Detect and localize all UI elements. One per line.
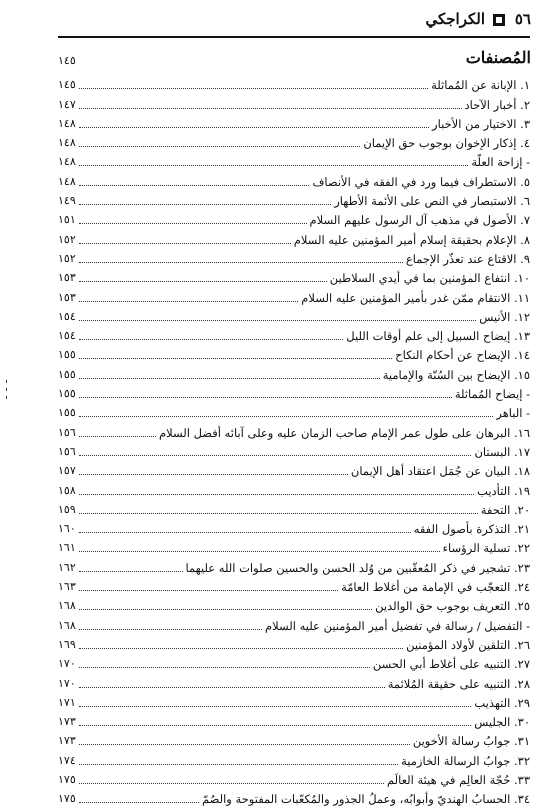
entry-page-number: ١٧٤ [58,753,76,767]
entry-page-number: ١٤٥ [58,78,76,92]
dot-leader [79,281,327,282]
dot-leader [79,127,429,128]
entry-title: ٢٧. التنبيه على أغلاط أبي الحسن [372,657,530,672]
entry-page-number: ١٥٥ [58,387,76,401]
entry-title: ١٧. البستان [474,444,530,459]
toc-entry [58,440,530,459]
toc-entry [58,362,530,381]
entry-page-number: ١٥٣ [58,290,76,304]
dot-leader [79,262,403,263]
dot-leader [79,165,469,166]
page-number: ٥٦ [514,10,531,28]
header-rule [58,36,530,38]
entry-page-number: ١٥٥ [58,406,76,420]
toc-entry [58,266,530,285]
entry-page-number: ١٥٥ [58,367,76,381]
toc-entry [58,343,530,362]
toc-entry [58,92,530,111]
entry-page-number: ١٤٨ [58,155,76,169]
entry-title: ١٣. إيضاح السبيل إلى علم أوقات الليل [346,329,530,344]
entry-title: ٨. الإعلام بحقيقة إسلام أمير المؤمنين عليه السلام [293,232,530,247]
dot-leader [79,744,410,745]
toc-entry [58,112,530,131]
entry-title: ٢١. التذكرة بأصول الفقه [413,522,530,537]
dot-leader [79,378,380,379]
toc-entry [58,787,530,806]
entry-page-number: ١٦٢ [58,560,76,574]
toc-entry [58,420,530,439]
entry-page-number: ١٥٦ [58,444,76,458]
entry-title: - إيضاح المُماثلة [454,387,530,402]
square-ornament-icon [493,14,505,26]
entry-page-number: ١٧٠ [58,676,76,690]
entry-page-number: ١٤٨ [58,116,76,130]
entry-page-number: ١٤٧ [58,97,76,111]
toc-entry [58,189,530,208]
entry-title: ٥. الاستطراف فيما ورد في الفقه في الأنصاف [312,174,530,189]
dot-leader [79,783,384,784]
entry-title: ٣١. جوابُ رسالة الأخوين [412,734,530,749]
entry-title: ٦. الاستبصار في النص على الأئمة الأطهار [334,194,530,209]
entry-page-number: ١٧٣ [58,715,76,729]
dot-leader [79,629,262,630]
toc-entry [58,710,530,729]
dot-leader [79,416,494,417]
entry-title: ٣٠. الجليس [474,715,530,730]
dot-leader [79,204,332,205]
toc-entry [58,131,530,150]
dot-leader [79,725,472,726]
toc-entry [58,671,530,690]
toc-entry [58,768,530,787]
dot-leader [79,513,478,514]
entry-page-number: ١٤٩ [58,194,76,208]
toc-entry [58,498,530,517]
entry-title: ١٤. الإيضاح عن أحكام النكاح [395,348,530,363]
dot-leader [79,590,338,591]
entry-title: ١٦. البرهان على طول عمر الإمام صاحب الزمان عليه وعلى آبائه أفضل السلام [158,425,530,440]
entry-title: ١٠. انتفاع المؤمنين بما في أيدي السلاطين [329,271,530,286]
dot-leader [79,223,307,224]
toc-entry [58,478,530,497]
dot-leader [79,474,348,475]
entry-page-number: ١٥٥ [58,348,76,362]
section-page-number: ١٤٥ [58,54,76,67]
entry-page-number: ١٥٣ [58,271,76,285]
dot-leader [79,609,372,610]
toc-entry [58,305,530,324]
dot-leader [79,185,310,186]
entry-title: ٤. إذكار الإخوان بوجوب حق الإيمان [363,136,530,151]
entry-title: ٢. أخبار الآحاد [464,97,530,112]
dot-leader [79,320,477,321]
entry-title: ٢٣. تشجير في ذكر المُعقّبين من وُلد الحسن والحسين صلوات الله عليهما [185,560,530,575]
dot-leader [79,358,392,359]
scan-edge-mark [6,380,7,383]
running-header [0,10,551,34]
dot-leader [79,455,472,456]
entry-title: ٣٢. جوابُ الرسالة الخازمية [401,753,530,768]
toc-entry [58,247,530,266]
scan-edge-mark [6,396,7,399]
dot-leader [79,648,403,649]
entry-title: ٢٩. التهذيب [474,695,530,710]
dot-leader [79,687,385,688]
dot-leader [79,494,474,495]
entry-page-number: ١٥٤ [58,329,76,343]
dot-leader [79,764,398,765]
toc-list [58,73,530,806]
entry-page-number: ١٤٨ [58,174,76,188]
toc-entry [58,227,530,246]
entry-page-number: ١٦٠ [58,522,76,536]
dot-leader [79,532,411,533]
dot-leader [79,146,361,147]
entry-page-number: ١٥٧ [58,464,76,478]
toc-entry [58,691,530,710]
entry-page-number: ١٥٤ [58,309,76,323]
entry-page-number: ١٧١ [58,695,76,709]
entry-title: ١. الإبانة عن المُماثلة [431,78,530,93]
toc-entry [58,613,530,632]
dot-leader [79,243,291,244]
entry-page-number: ١٥٢ [58,232,76,246]
entry-page-number: ١٦٨ [58,599,76,613]
entry-page-number: ١٥٦ [58,425,76,439]
toc-entry [58,73,530,92]
entry-page-number: ١٧٥ [58,772,76,786]
entry-page-number: ١٤٨ [58,136,76,150]
entry-page-number: ١٥٩ [58,502,76,516]
entry-page-number: ١٧٠ [58,657,76,671]
entry-title: ١٩. التأديب [477,483,530,498]
toc-entry [58,208,530,227]
toc-entry [58,536,530,555]
entry-title: - التفضيل / رسالة في تفضيل أمير المؤمنين عليه السلام [265,618,530,633]
toc-entry [58,459,530,478]
toc-entry [58,555,530,574]
toc-entry [58,633,530,652]
toc-entry [58,652,530,671]
entry-title: ٢٢. تسلية الرؤساء [442,541,530,556]
dot-leader [79,667,370,668]
entry-title: ٢٠. التحفة [480,502,530,517]
entry-title: ٩. الاقتاع عند تعذّر الإجماع [405,251,530,266]
entry-page-number: ١٥٢ [58,251,76,265]
entry-title: ٣٣. حُجّة العالِم في هيئة العالَم [386,772,530,787]
dot-leader [79,88,428,89]
entry-title: ١١. الانتقام ممّن غدر بأمير المؤمنين عليه السلام [301,290,530,305]
entry-title: - الباهر [496,406,530,421]
entry-title: - إزاحة العلّة [471,155,530,170]
toc-entry [58,575,530,594]
toc-entry [58,285,530,304]
scan-edge-mark [6,388,7,391]
entry-title: ٢٤. التعجّب في الإمامة من أغلاط العامّة [341,580,530,595]
entry-title: ٢٥. التعريف بوجوب حق الوالدين [375,599,530,614]
toc-entry [58,169,530,188]
entry-page-number: ١٦٩ [58,637,76,651]
toc-entry [58,729,530,748]
entry-page-number: ١٥٨ [58,483,76,497]
entry-page-number: ١٧٣ [58,734,76,748]
entry-page-number: ١٦١ [58,541,76,555]
entry-title: ٢٦. التلقين لأولاد المؤمنين [406,637,530,652]
toc-entry [58,150,530,169]
toc-entry [58,748,530,767]
entry-page-number: ١٧٥ [58,792,76,806]
dot-leader [79,108,462,109]
toc-entry [58,401,530,420]
toc-entry [58,324,530,343]
entry-title: ٣٤. الحسابُ الهنديّ وأبوابُه، وعملُ الجذور والمُكعّبات المفتوحة والصُمّ [201,792,530,806]
running-title: الكراجكي [425,10,485,28]
entry-page-number: ١٥١ [58,213,76,227]
dot-leader [79,706,472,707]
entry-title: ٧. الأصول في مذهب آل الرسول عليهم السلام [309,213,530,228]
dot-leader [79,436,156,437]
dot-leader [79,802,199,803]
dot-leader [79,397,452,398]
entry-title: ١٥. الإيضاح بين السُنّة والإمامية [382,367,530,382]
entry-title: ١٢. الأنيس [479,309,530,324]
dot-leader [79,571,183,572]
toc-entry [58,517,530,536]
toc-entry [58,382,530,401]
entry-title: ١٨. البيان عن جُمَل اعتقاد أهل الإيمان [350,464,530,479]
section-title: المُصنفات [465,48,531,67]
entry-page-number: ١٦٣ [58,580,76,594]
entry-page-number: ١٦٨ [58,618,76,632]
dot-leader [79,301,299,302]
dot-leader [79,551,440,552]
dot-leader [79,339,344,340]
entry-title: ٣. الاختيار من الأخبار [432,116,530,131]
entry-title: ٢٨. التنبيه على حقيقة المُلائمة [387,676,530,691]
toc-entry [58,594,530,613]
